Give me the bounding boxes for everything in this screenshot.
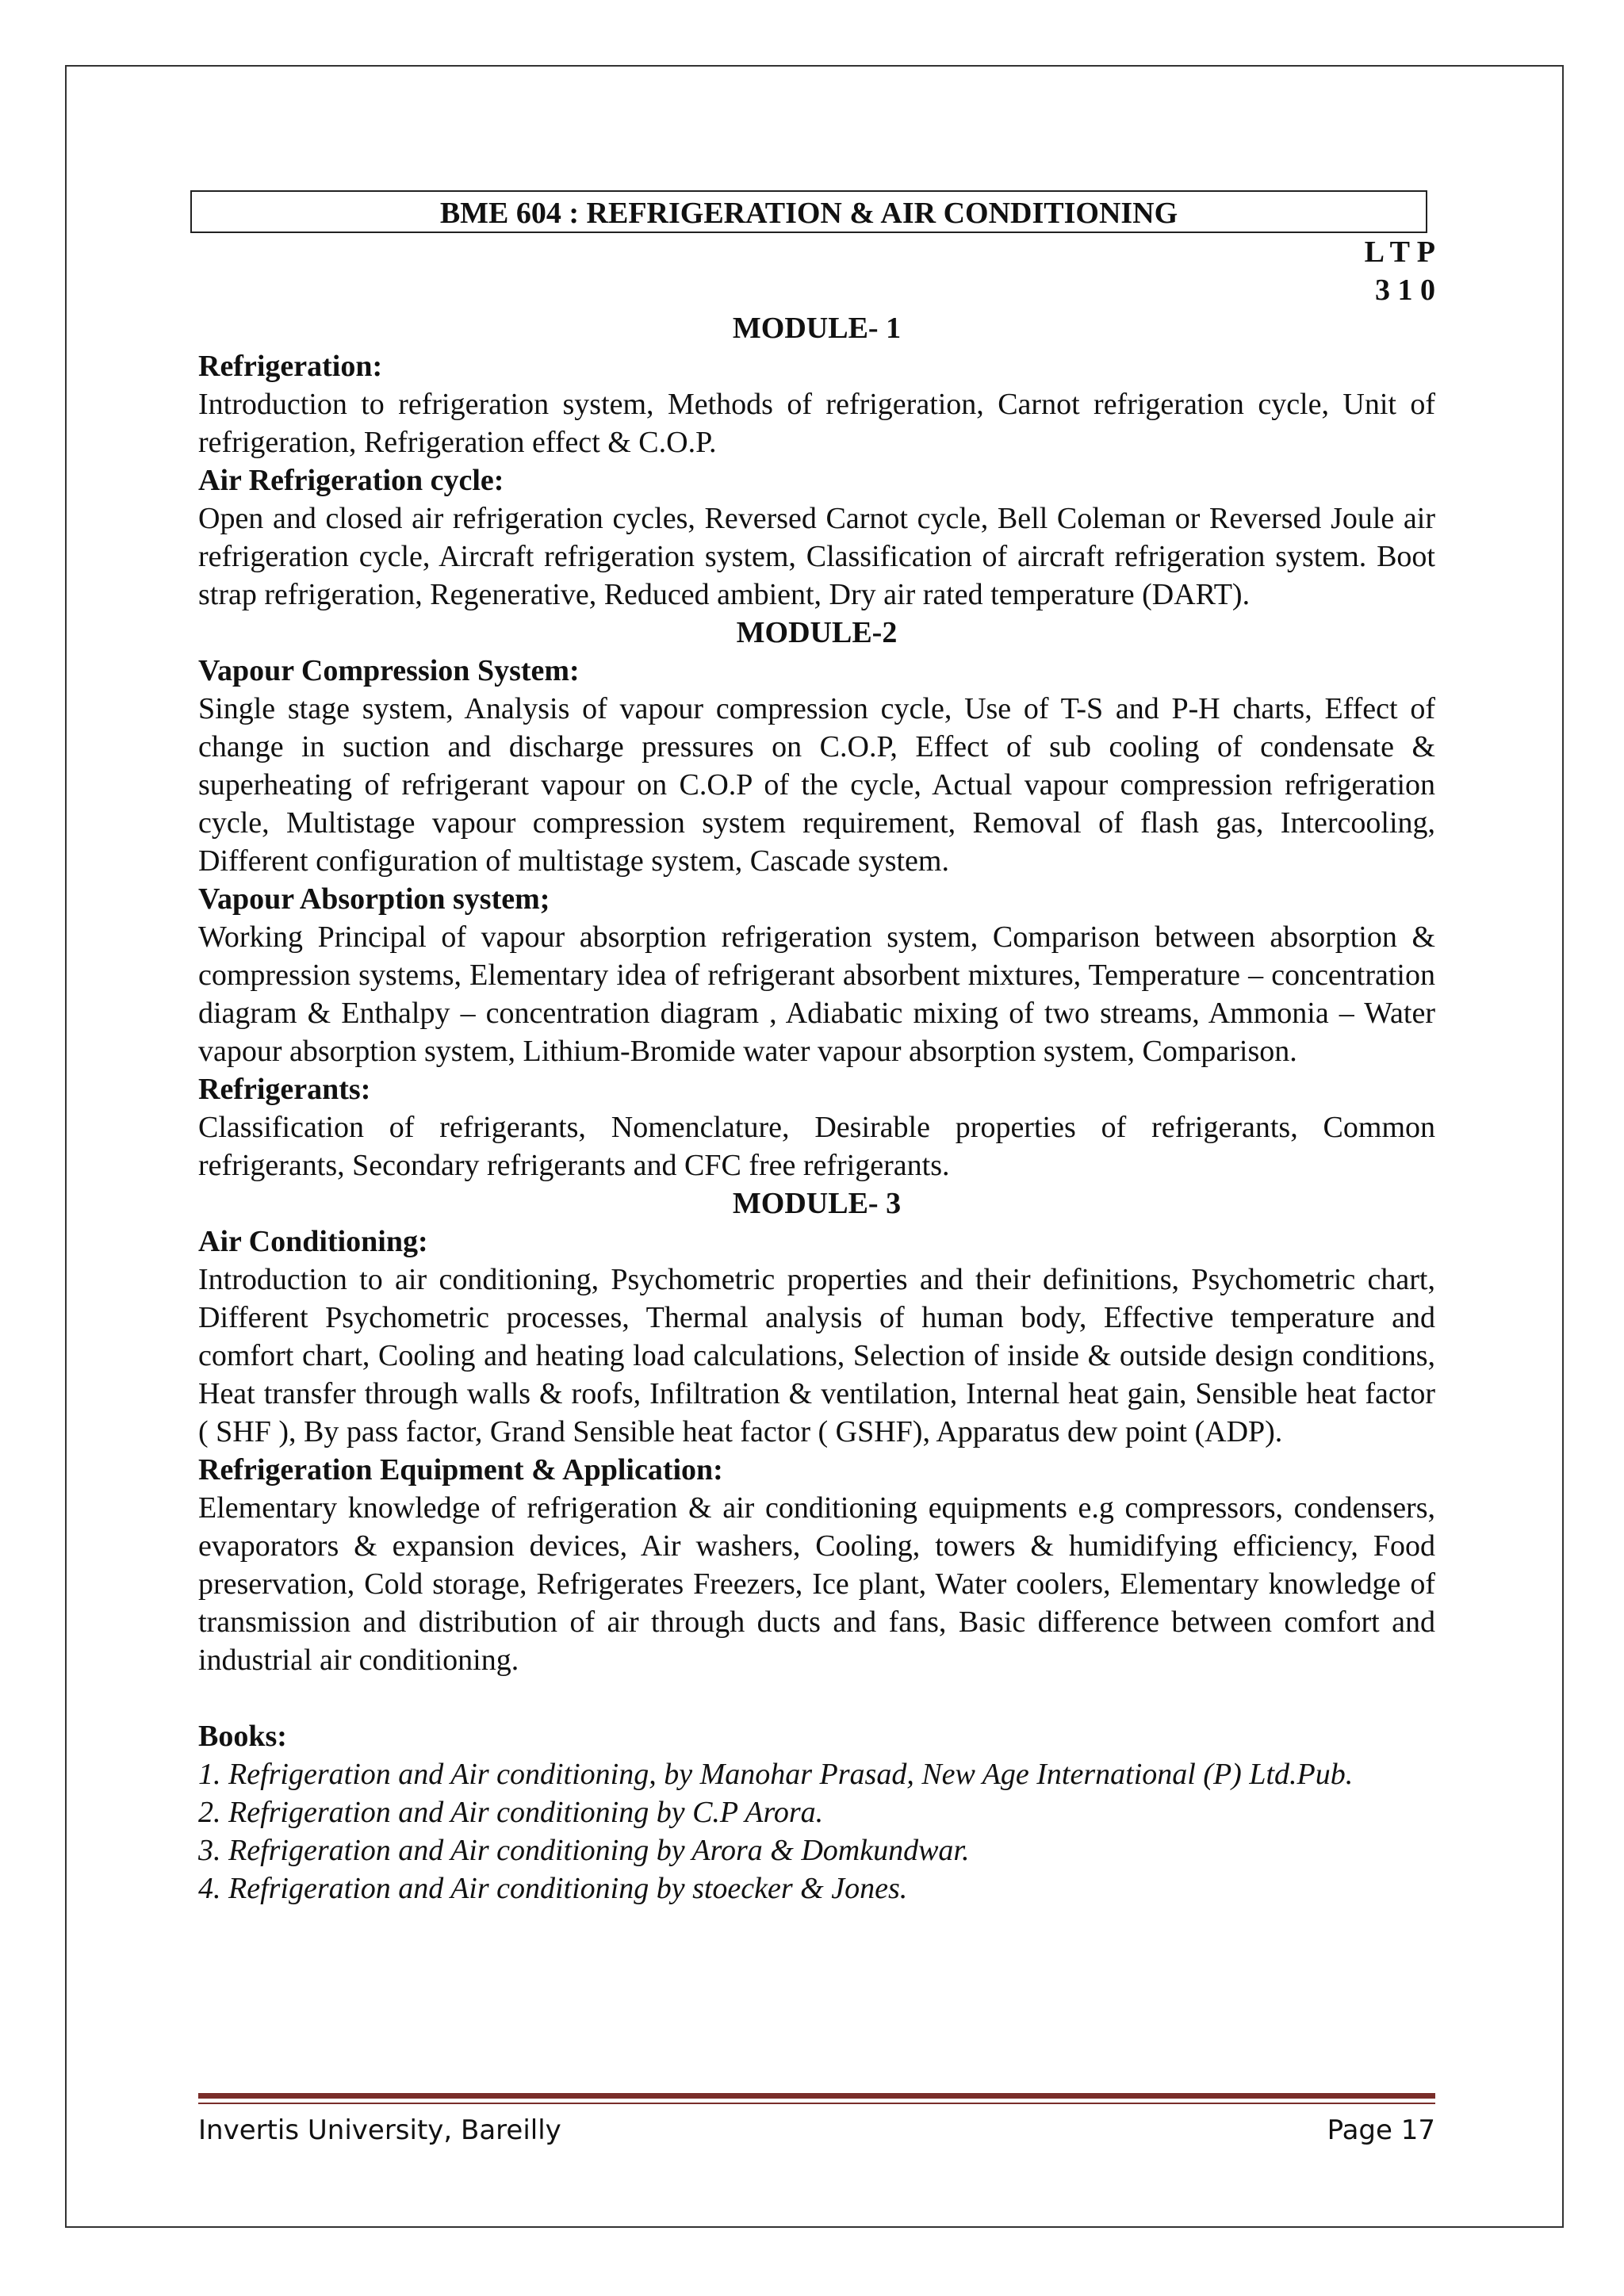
module-1-heading: MODULE- 1 xyxy=(732,312,902,345)
book-item: 3. Refrigeration and Air conditioning by Arora & Domkundwar. xyxy=(198,1834,970,1867)
footer-rule-thin xyxy=(198,2103,1435,2104)
equip-heading: Refrigeration Equipment & Application: xyxy=(198,1453,723,1487)
ltp-block xyxy=(198,233,1435,309)
ltp-header: L T P xyxy=(1364,235,1435,269)
refrigeration-heading: Refrigeration: xyxy=(198,350,383,383)
module-2-heading: MODULE-2 xyxy=(736,616,898,649)
page-number: Page 17 xyxy=(1327,2114,1435,2146)
vas-text: Working Principal of vapour absorption refrigeration system, Comparison between absorption & compression systems, Elementary idea of refrigerant absorbent mixtures, Temperature – concentration diagram & Enthalpy – concentration diagram , Adiabatic mixing of two streams, Ammonia – Water vapour absorption system, Lithium-Bromide water vapour absorption system, Comparison. xyxy=(198,920,1435,1068)
vcs-text: Single stage system, Analysis of vapour compression cycle, Use of T-S and P-H charts, Effect of change in suction and discharge pressures on C.O.P, Effect of sub cooling of condensate & superheating of refrigerant vapour on C.O.P of the cycle, Actual vapour compression refrigeration cycle, Multistage vapour compression system requirement, Removal of flash gas, Intercooling, Different configuration of multistage system, Cascade system. xyxy=(198,692,1435,878)
syllabus-content xyxy=(198,190,1435,1908)
air-cycle-heading: Air Refrigeration cycle: xyxy=(198,464,504,497)
spacer xyxy=(198,1679,1435,1717)
footer-university: Invertis University, Bareilly xyxy=(198,2114,561,2146)
air-cycle-text: Open and closed air refrigeration cycles, Reversed Carnot cycle, Bell Coleman or Reversed Joule air refrigeration cycle, Aircraft refrigeration system, Classification of aircraft refrigeration system. Boot strap refrigeration, Regenerative, Reduced ambient, Dry air rated temperature (DART). xyxy=(198,502,1435,611)
footer-rule xyxy=(198,2093,1435,2099)
books-heading: Books: xyxy=(198,1720,287,1753)
refrigerants-text: Classification of refrigerants, Nomenclature, Desirable properties of refrigerants, Common refrigerants, Secondary refrigerants and CFC free refrigerants. xyxy=(198,1111,1435,1182)
module-3-heading: MODULE- 3 xyxy=(732,1187,902,1220)
ac-heading: Air Conditioning: xyxy=(198,1225,428,1258)
page-footer xyxy=(198,2110,1435,2150)
ac-text: Introduction to air conditioning, Psychometric properties and their definitions, Psychometric chart, Different Psychometric processes, Thermal analysis of human body, Effective temperature and comfort chart, Cooling and heating load calculations, Selection of inside & outside design conditions, Heat transfer through walls & roofs, Infiltration & ventilation, Internal heat gain, Sensible heat factor ( SHF ), By pass factor, Grand Sensible heat factor ( GSHF), Apparatus dew point (ADP). xyxy=(198,1263,1435,1448)
course-title: BME 604 : REFRIGERATION & AIR CONDITIONING xyxy=(190,190,1427,233)
book-item: 4. Refrigeration and Air conditioning by stoecker & Jones. xyxy=(198,1872,908,1905)
refrigerants-heading: Refrigerants: xyxy=(198,1073,371,1106)
equip-text: Elementary knowledge of refrigeration & air conditioning equipments e.g compressors, condensers, evaporators & expansion devices, Air washers, Cooling, towers & humidifying efficiency, Food preservation, Cold storage, Refrigerates Freezers, Ice plant, Water coolers, Elementary knowledge of transmission and distribution of air through ducts and fans, Basic difference between comfort and industrial air conditioning. xyxy=(198,1491,1435,1677)
book-item: 1. Refrigeration and Air conditioning, by Manohar Prasad, New Age International (P) Ltd.Pub. xyxy=(198,1758,1354,1791)
vcs-heading: Vapour Compression System: xyxy=(198,654,580,687)
ltp-values: 3 1 0 xyxy=(1375,274,1435,307)
vas-heading: Vapour Absorption system; xyxy=(198,882,550,916)
book-item: 2. Refrigeration and Air conditioning by C.P Arora. xyxy=(198,1796,824,1829)
refrigeration-text: Introduction to refrigeration system, Methods of refrigeration, Carnot refrigeration cycle, Unit of refrigeration, Refrigeration effect & C.O.P. xyxy=(198,388,1435,459)
